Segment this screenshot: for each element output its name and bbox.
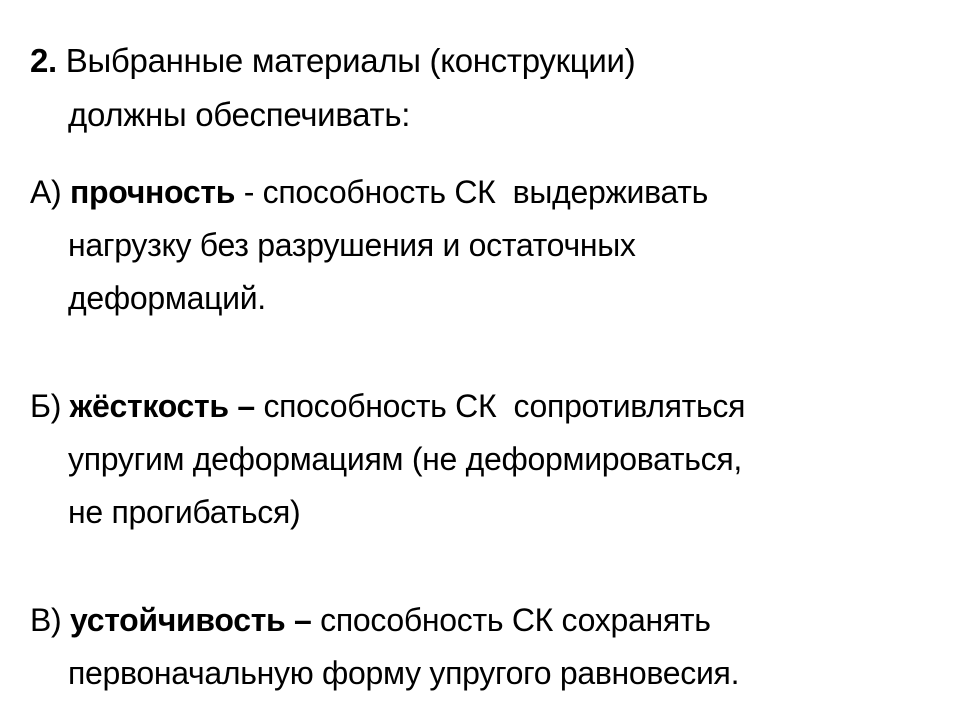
bold-text-run: прочность (70, 174, 236, 210)
text-line (30, 219, 932, 272)
text-line (30, 433, 932, 486)
text-run: первоначальную форму упругого равновесия. (68, 655, 740, 691)
text-run: упругим деформациям (не деформироваться, (68, 441, 742, 477)
definition-item-prochnost (30, 166, 932, 325)
text-run: способность СК сопротивляться (254, 388, 746, 424)
text-line (30, 166, 932, 219)
text-line (30, 380, 932, 433)
slide-title (30, 34, 932, 142)
bold-text-run: жёсткость – (69, 388, 255, 424)
bold-text-run: 2. (30, 42, 57, 79)
text-line (30, 88, 932, 142)
text-run: должны обеспечивать: (68, 96, 411, 133)
text-line (30, 647, 932, 700)
text-line (30, 486, 932, 539)
text-run: А) (30, 174, 70, 210)
text-run: - способность СК выдерживать (235, 174, 708, 210)
text-run: нагрузку без разрушения и остаточных (68, 227, 636, 263)
text-run: В) (30, 602, 70, 638)
text-run: деформаций. (68, 280, 266, 316)
text-line (30, 272, 932, 325)
text-run: способность СК сохранять (311, 602, 711, 638)
definition-item-zhestkost (30, 380, 932, 539)
text-run: Выбранные материалы (конструкции) (56, 42, 636, 79)
text-line (30, 594, 932, 647)
text-run: Б) (30, 388, 70, 424)
definition-item-ustoychivost (30, 594, 932, 700)
definition-list (30, 166, 932, 700)
bold-text-run: устойчивость – (70, 602, 312, 638)
text-line (30, 34, 932, 88)
text-run: не прогибаться) (68, 494, 301, 530)
